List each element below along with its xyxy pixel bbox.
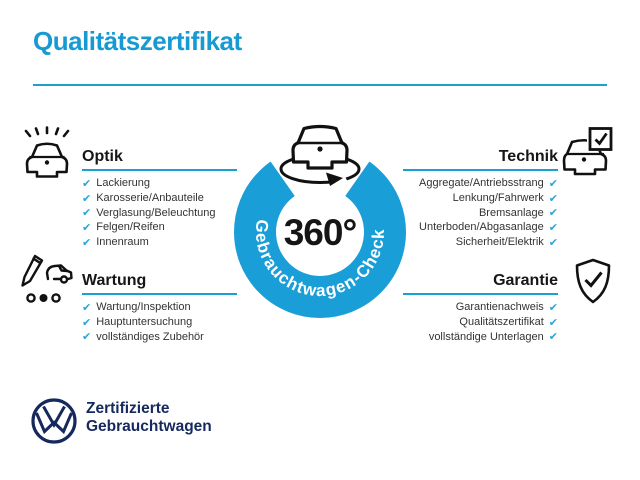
degrees-label: 360°: [283, 212, 357, 253]
check-icon: ✔: [548, 220, 558, 234]
checklist-item-label: Lackierung: [96, 177, 151, 190]
check-icon: ✔: [82, 300, 92, 314]
checklist-item-label: Aggregate/Antriebsstrang: [419, 177, 544, 190]
checklist-item-label: Innenraum: [96, 236, 149, 249]
section-garantie: [403, 270, 558, 344]
check-icon: ✔: [82, 206, 92, 220]
car-checkbox-icon: [558, 126, 614, 178]
checklist-item-label: Garantienachweis: [455, 301, 544, 314]
checklist-item-label: Sicherheit/Elektrik: [455, 236, 544, 249]
checklist-item-label: Hauptuntersuchung: [96, 316, 193, 329]
ring-curved-text: Gebrauchtwagen-Check: [251, 218, 389, 301]
section-garantie-heading: Garantie: [493, 272, 558, 289]
section-optik-underline: [82, 169, 237, 171]
title-divider: [33, 84, 607, 86]
checklist-item-label: Unterboden/Abgasanlage: [419, 221, 544, 234]
section-technik-heading: Technik: [498, 148, 558, 165]
check-icon: ✔: [82, 315, 92, 329]
section-technik-underline: [403, 169, 558, 171]
check-icon: ✔: [548, 300, 558, 314]
page-title: Qualitätszertifikat: [33, 26, 242, 56]
brand-claim: [86, 400, 212, 436]
check-icon: ✔: [548, 176, 558, 190]
360-check-badge: [220, 112, 420, 324]
brand-claim-line2: Gebrauchtwagen: [86, 418, 212, 435]
checklist-item: [82, 329, 302, 344]
check-icon: ✔: [82, 330, 92, 344]
checklist-item: [338, 329, 558, 344]
section-wartung-heading: Wartung: [82, 272, 147, 289]
car-shine-icon: [23, 126, 71, 179]
checklist-item-label: Bremsanlage: [478, 206, 544, 219]
checklist-item-label: Lenkung/Fahrwerk: [452, 192, 544, 205]
shield-check-icon: [574, 258, 612, 304]
section-optik-heading: Optik: [82, 148, 123, 165]
section-wartung: [82, 270, 237, 344]
checklist-item-label: vollständiges Zubehör: [96, 330, 204, 343]
checklist-item-label: Karosserie/Anbauteile: [96, 192, 204, 205]
checklist-item-label: Qualitätszertifikat: [459, 316, 544, 329]
check-icon: ✔: [82, 235, 92, 249]
check-icon: ✔: [548, 330, 558, 344]
section-technik: [403, 146, 558, 249]
checklist-item-label: vollständige Unterlagen: [428, 330, 544, 343]
checklist-item-label: Verglasung/Beleuchtung: [96, 206, 216, 219]
check-icon: ✔: [82, 191, 92, 205]
checklist-item-label: Felgen/Reifen: [96, 221, 165, 234]
check-icon: ✔: [82, 220, 92, 234]
vw-logo: [30, 397, 78, 445]
check-icon: ✔: [548, 235, 558, 249]
section-garantie-underline: [403, 293, 558, 295]
check-icon: ✔: [82, 176, 92, 190]
check-icon: ✔: [548, 191, 558, 205]
section-optik: [82, 146, 237, 249]
check-icon: ✔: [548, 206, 558, 220]
check-icon: ✔: [548, 315, 558, 329]
service-checklist-icon: [21, 254, 73, 306]
section-wartung-underline: [82, 293, 237, 295]
checklist-item-label: Wartung/Inspektion: [96, 301, 191, 314]
brand-claim-line1: Zertifizierte: [86, 400, 170, 417]
